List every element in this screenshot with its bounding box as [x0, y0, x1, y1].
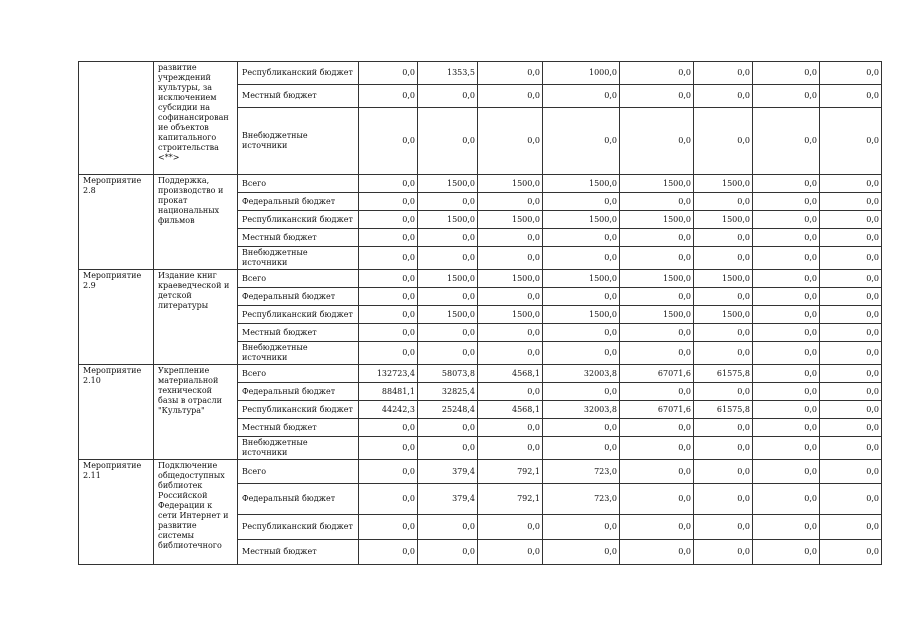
value-cell: 0,0 [543, 383, 620, 401]
value-cell: 0,0 [543, 515, 620, 540]
funding-source-label: Внебюджетные источники [242, 438, 308, 457]
value-cell: 0,0 [359, 108, 418, 175]
value-cell: 0,0 [543, 108, 620, 175]
value-cell: 0,0 [820, 401, 882, 419]
value-cell: 61575,8 [694, 365, 753, 383]
value-cell: 0,0 [418, 229, 478, 247]
value-cell: 0,0 [694, 342, 753, 365]
value-cell: 0,0 [620, 419, 694, 437]
value-cell: 1500,0 [694, 306, 753, 324]
funding-table-wrapper [78, 61, 881, 565]
value-cell: 67071,6 [620, 365, 694, 383]
value-cell: 0,0 [359, 193, 418, 211]
value-cell: 0,0 [543, 342, 620, 365]
value-cell: 0,0 [478, 342, 543, 365]
value-cell: 0,0 [359, 211, 418, 229]
value-cell: 0,0 [478, 324, 543, 342]
value-cell: 0,0 [620, 288, 694, 306]
funding-source-cell [238, 288, 359, 306]
value-cell: 0,0 [753, 288, 820, 306]
value-cell: 0,0 [753, 540, 820, 565]
value-cell: 0,0 [418, 85, 478, 108]
value-cell: 0,0 [694, 460, 753, 484]
value-cell: 58073,8 [418, 365, 478, 383]
funding-source-label: Внебюджетные источники [242, 131, 308, 150]
value-cell: 0,0 [418, 324, 478, 342]
funding-source-label: Внебюджетные источники [242, 343, 308, 362]
value-cell: 0,0 [820, 342, 882, 365]
funding-source-cell [238, 437, 359, 460]
value-cell: 0,0 [418, 437, 478, 460]
value-cell: 1500,0 [418, 211, 478, 229]
value-cell: 32003,8 [543, 401, 620, 419]
funding-source-cell [238, 247, 359, 270]
value-cell: 0,0 [418, 540, 478, 565]
value-cell: 0,0 [753, 365, 820, 383]
funding-source-label: Местный бюджет [242, 232, 317, 242]
value-cell: 32825,4 [418, 383, 478, 401]
value-cell: 0,0 [820, 62, 882, 85]
measure-name: Подключение общедоступных библиотек Российской Федерации к сети Интернет и развитие системы библиотечного [158, 461, 229, 550]
value-cell: 1500,0 [418, 175, 478, 193]
value-cell: 0,0 [478, 437, 543, 460]
value-cell: 0,0 [694, 383, 753, 401]
funding-source-label: Внебюджетные источники [242, 248, 308, 267]
measure-number: Мероприятие 2.11 [83, 461, 142, 480]
funding-source-cell [238, 324, 359, 342]
value-cell: 0,0 [620, 460, 694, 484]
funding-source-cell [238, 401, 359, 419]
measure-number-cell [79, 175, 154, 270]
value-cell: 379,4 [418, 484, 478, 515]
funding-source-label: Федеральный бюджет [242, 196, 336, 206]
value-cell: 0,0 [543, 324, 620, 342]
value-cell: 0,0 [543, 193, 620, 211]
funding-source-cell [238, 460, 359, 484]
value-cell: 0,0 [478, 540, 543, 565]
measure-number: Мероприятие 2.8 [83, 176, 142, 195]
value-cell: 792,1 [478, 484, 543, 515]
funding-source-label: Местный бюджет [242, 547, 317, 556]
measure-number: Мероприятие 2.9 [83, 271, 142, 290]
value-cell: 0,0 [543, 229, 620, 247]
funding-source-label: Республиканский бюджет [242, 214, 353, 224]
funding-source-cell [238, 175, 359, 193]
funding-source-cell [238, 484, 359, 515]
value-cell: 0,0 [820, 324, 882, 342]
value-cell: 0,0 [753, 270, 820, 288]
funding-source-cell [238, 540, 359, 565]
value-cell: 61575,8 [694, 401, 753, 419]
measure-name: Издание книг краеведческой и детской литературы [158, 271, 230, 310]
value-cell: 0,0 [753, 437, 820, 460]
value-cell: 0,0 [694, 515, 753, 540]
funding-source-cell [238, 342, 359, 365]
measure-name-cell [154, 270, 238, 365]
value-cell: 0,0 [694, 108, 753, 175]
funding-source-label: Республиканский бюджет [242, 522, 353, 531]
value-cell: 0,0 [418, 419, 478, 437]
value-cell: 0,0 [620, 229, 694, 247]
value-cell: 0,0 [820, 288, 882, 306]
measure-name-cell [154, 460, 238, 565]
value-cell: 0,0 [820, 306, 882, 324]
value-cell: 1500,0 [620, 270, 694, 288]
value-cell: 132723,4 [359, 365, 418, 383]
measure-name-cell [154, 175, 238, 270]
value-cell: 0,0 [753, 324, 820, 342]
funding-table [78, 61, 882, 565]
value-cell: 0,0 [753, 62, 820, 85]
value-cell: 0,0 [418, 342, 478, 365]
value-cell: 0,0 [543, 288, 620, 306]
value-cell: 0,0 [359, 175, 418, 193]
value-cell: 1500,0 [418, 306, 478, 324]
measure-number-cell [79, 270, 154, 365]
value-cell: 1500,0 [620, 211, 694, 229]
value-cell: 1500,0 [478, 306, 543, 324]
funding-source-cell [238, 62, 359, 85]
value-cell: 0,0 [820, 419, 882, 437]
funding-source-cell [238, 211, 359, 229]
funding-source-cell [238, 365, 359, 383]
value-cell: 0,0 [753, 247, 820, 270]
funding-source-cell [238, 229, 359, 247]
value-cell: 0,0 [694, 324, 753, 342]
value-cell: 0,0 [418, 193, 478, 211]
value-cell: 0,0 [478, 62, 543, 85]
value-cell: 0,0 [418, 108, 478, 175]
funding-source-label: Федеральный бюджет [242, 494, 336, 503]
value-cell: 0,0 [359, 419, 418, 437]
funding-source-label: Республиканский бюджет [242, 404, 353, 414]
value-cell: 44242,3 [359, 401, 418, 419]
value-cell: 0,0 [753, 419, 820, 437]
value-cell: 0,0 [418, 247, 478, 270]
value-cell: 0,0 [478, 288, 543, 306]
value-cell: 88481,1 [359, 383, 418, 401]
value-cell: 0,0 [694, 62, 753, 85]
measure-number-cell [79, 460, 154, 565]
value-cell: 0,0 [543, 247, 620, 270]
value-cell: 0,0 [820, 175, 882, 193]
value-cell: 0,0 [359, 515, 418, 540]
value-cell: 1500,0 [694, 175, 753, 193]
value-cell: 0,0 [753, 306, 820, 324]
funding-source-label: Федеральный бюджет [242, 291, 336, 301]
value-cell: 0,0 [753, 515, 820, 540]
value-cell: 0,0 [418, 515, 478, 540]
value-cell: 0,0 [620, 108, 694, 175]
value-cell: 25248,4 [418, 401, 478, 419]
value-cell: 0,0 [543, 419, 620, 437]
value-cell: 0,0 [620, 324, 694, 342]
value-cell: 0,0 [820, 484, 882, 515]
measure-number: Мероприятие 2.10 [83, 366, 142, 385]
value-cell: 0,0 [694, 484, 753, 515]
value-cell: 0,0 [620, 515, 694, 540]
funding-source-label: Всего [242, 178, 267, 188]
value-cell: 792,1 [478, 460, 543, 484]
measure-number-cell [79, 62, 154, 175]
value-cell: 0,0 [620, 85, 694, 108]
value-cell: 0,0 [478, 383, 543, 401]
value-cell: 0,0 [820, 365, 882, 383]
value-cell: 0,0 [478, 193, 543, 211]
value-cell: 0,0 [694, 193, 753, 211]
funding-source-label: Местный бюджет [242, 91, 317, 100]
value-cell: 1500,0 [694, 270, 753, 288]
value-cell: 0,0 [753, 85, 820, 108]
value-cell: 0,0 [694, 247, 753, 270]
value-cell: 0,0 [753, 193, 820, 211]
value-cell: 0,0 [820, 108, 882, 175]
table-row [79, 270, 882, 288]
value-cell: 0,0 [620, 62, 694, 85]
value-cell: 32003,8 [543, 365, 620, 383]
value-cell: 0,0 [753, 383, 820, 401]
value-cell: 0,0 [820, 211, 882, 229]
value-cell: 0,0 [694, 540, 753, 565]
value-cell: 0,0 [620, 484, 694, 515]
value-cell: 0,0 [359, 306, 418, 324]
table-row [79, 365, 882, 383]
value-cell: 1500,0 [543, 175, 620, 193]
value-cell: 0,0 [359, 342, 418, 365]
table-row [79, 62, 882, 85]
value-cell: 0,0 [753, 342, 820, 365]
value-cell: 0,0 [753, 211, 820, 229]
value-cell: 0,0 [478, 85, 543, 108]
value-cell: 0,0 [478, 515, 543, 540]
funding-source-label: Местный бюджет [242, 327, 317, 337]
value-cell: 723,0 [543, 460, 620, 484]
value-cell: 0,0 [359, 540, 418, 565]
value-cell: 0,0 [478, 229, 543, 247]
value-cell: 4568,1 [478, 365, 543, 383]
value-cell: 0,0 [620, 193, 694, 211]
value-cell: 1500,0 [478, 211, 543, 229]
funding-source-cell [238, 193, 359, 211]
value-cell: 0,0 [478, 419, 543, 437]
measure-number-cell [79, 365, 154, 460]
funding-source-label: Всего [242, 273, 267, 283]
value-cell: 0,0 [694, 85, 753, 108]
value-cell: 0,0 [753, 484, 820, 515]
measure-name-cell [154, 62, 238, 175]
value-cell: 0,0 [753, 108, 820, 175]
value-cell: 0,0 [694, 437, 753, 460]
funding-source-cell [238, 419, 359, 437]
value-cell: 0,0 [753, 229, 820, 247]
measure-name: Поддержка, производство и прокат национальных фильмов [158, 176, 224, 225]
value-cell: 0,0 [820, 383, 882, 401]
value-cell: 1500,0 [620, 175, 694, 193]
value-cell: 0,0 [543, 540, 620, 565]
funding-source-label: Местный бюджет [242, 422, 317, 432]
value-cell: 0,0 [753, 460, 820, 484]
value-cell: 0,0 [359, 484, 418, 515]
measure-name: развитие учреждений культуры, за исключением субсидии на софинансирован ие объектов капитального строительства <**> [158, 63, 229, 162]
value-cell: 1500,0 [478, 175, 543, 193]
value-cell: 0,0 [620, 540, 694, 565]
value-cell: 0,0 [418, 288, 478, 306]
value-cell: 0,0 [753, 175, 820, 193]
value-cell: 1500,0 [418, 270, 478, 288]
value-cell: 0,0 [478, 108, 543, 175]
value-cell: 0,0 [620, 247, 694, 270]
value-cell: 0,0 [820, 437, 882, 460]
value-cell: 0,0 [820, 85, 882, 108]
funding-source-cell [238, 515, 359, 540]
value-cell: 0,0 [820, 193, 882, 211]
value-cell: 1500,0 [694, 211, 753, 229]
value-cell: 0,0 [620, 383, 694, 401]
funding-source-label: Всего [242, 368, 267, 378]
value-cell: 1353,5 [418, 62, 478, 85]
value-cell: 379,4 [418, 460, 478, 484]
value-cell: 0,0 [620, 437, 694, 460]
funding-source-cell [238, 383, 359, 401]
value-cell: 67071,6 [620, 401, 694, 419]
value-cell: 0,0 [820, 229, 882, 247]
value-cell: 0,0 [359, 437, 418, 460]
measure-name: Укрепление материальной технической базы в отрасли "Культура" [158, 366, 222, 415]
value-cell: 723,0 [543, 484, 620, 515]
funding-source-label: Федеральный бюджет [242, 386, 336, 396]
value-cell: 0,0 [359, 62, 418, 85]
measure-name-cell [154, 365, 238, 460]
table-row [79, 460, 882, 484]
value-cell: 0,0 [543, 437, 620, 460]
funding-source-cell [238, 306, 359, 324]
value-cell: 0,0 [820, 247, 882, 270]
value-cell: 0,0 [694, 419, 753, 437]
funding-source-cell [238, 270, 359, 288]
funding-source-label: Республиканский бюджет [242, 309, 353, 319]
value-cell: 1500,0 [543, 211, 620, 229]
value-cell: 0,0 [359, 288, 418, 306]
table-row [79, 175, 882, 193]
value-cell: 0,0 [359, 85, 418, 108]
value-cell: 0,0 [753, 401, 820, 419]
value-cell: 0,0 [359, 324, 418, 342]
value-cell: 1500,0 [478, 270, 543, 288]
value-cell: 0,0 [359, 229, 418, 247]
value-cell: 0,0 [820, 460, 882, 484]
value-cell: 1500,0 [620, 306, 694, 324]
value-cell: 1500,0 [543, 270, 620, 288]
value-cell: 0,0 [543, 85, 620, 108]
value-cell: 0,0 [820, 515, 882, 540]
value-cell: 0,0 [820, 270, 882, 288]
value-cell: 0,0 [694, 229, 753, 247]
value-cell: 1000,0 [543, 62, 620, 85]
value-cell: 0,0 [359, 270, 418, 288]
funding-source-label: Всего [242, 466, 267, 476]
value-cell: 0,0 [620, 342, 694, 365]
funding-table-body [79, 62, 882, 565]
value-cell: 0,0 [359, 247, 418, 270]
funding-source-label: Республиканский бюджет [242, 68, 353, 77]
value-cell: 4568,1 [478, 401, 543, 419]
value-cell: 0,0 [694, 288, 753, 306]
value-cell: 0,0 [359, 460, 418, 484]
value-cell: 0,0 [820, 540, 882, 565]
funding-source-cell [238, 85, 359, 108]
value-cell: 0,0 [478, 247, 543, 270]
funding-source-cell [238, 108, 359, 175]
value-cell: 1500,0 [543, 306, 620, 324]
